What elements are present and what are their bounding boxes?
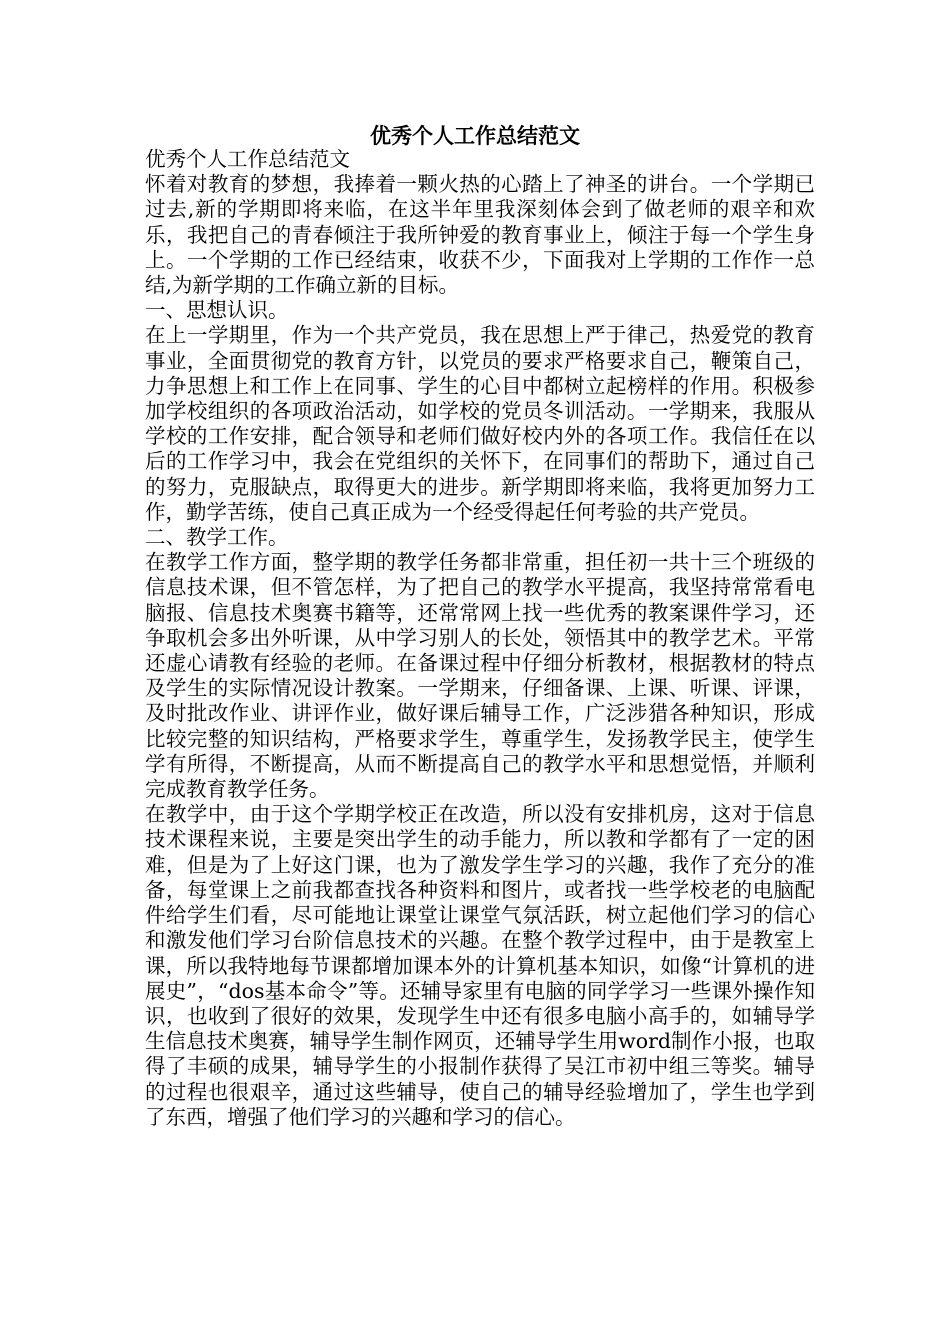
ideology-paragraph: 在上一学期里，作为一个共产党员，我在思想上严于律己，热爱党的教育事业，全面贯彻党的教育方针，以党员的要求严格要求自己，鞭策自己，力争思想上和工作上在同事、学生的心目中都树立起榜样的作用。积极参加学校组织的各项政治活动，如学校的党员冬训活动。一学期来，我服从学校的工作安排，配合领导和老师们做好校内外的各项工作。我信任在以后的工作学习中，我会在党组织的关怀下，在同事们的帮助下，通过自己的努力，克服缺点，取得更大的进步。新学期即将来临，我将更加努力工作，勤学苦练，使自己真正成为一个经受得起任何考验的共产党员。 [145,323,815,524]
teaching-paragraph-1: 在教学工作方面，整学期的教学任务都非常重，担任初一共十三个班级的信息技术课，但不管怎样，为了把自己的教学水平提高，我坚持常常看电脑报、信息技术奥赛书籍等，还常常网上找一些优秀的教案课件学习，还争取机会多出外听课，从中学习别人的长处，领悟其中的教学艺术。平常还虚心请教有经验的老师。在备课过程中仔细分析教材，根据教材的特点及学生的实际情况设计教案。一学期来，仔细备课、上课、听课、评课，及时批改作业、讲评作业，做好课后辅导工作，广泛涉猎各种知识，形成比较完整的知识结构，严格要求学生，尊重学生，发扬教学民主，使学生学有所得，不断提高，从而不断提高自己的教学水平和思想觉悟，并顺利完成教育教学任务。 [145,550,815,802]
subtitle-paragraph: 优秀个人工作总结范文 [145,147,350,171]
section-heading-teaching: 二、教学工作。 [145,525,289,550]
intro-paragraph: 怀着对教育的梦想，我捧着一颗火热的心踏上了神圣的讲台。一个学期已过去,新的学期即将来临，在这半年里我深刻体会到了做老师的艰辛和欢乐，我把自己的青春倾注于我所钟爱的教育事业上，倾注于每一个学生身上。一个学期的工作已经结束，收获不少，下面我对上学期的工作作一总结,为新学期的工作确立新的目标。 [145,172,815,298]
document-body [145,147,815,1130]
teaching-paragraph-2: 在教学中，由于这个学期学校正在改造，所以没有安排机房，这对于信息技术课程来说，主要是突出学生的动手能力，所以教和学都有了一定的困难，但是为了上好这门课，也为了激发学生学习的兴趣，我作了充分的准备，每堂课上之前我都查找各种资料和图片，或者找一些学校老的电脑配件给学生们看，尽可能地让课堂让课堂气氛活跃，树立起他们学习的信心和激发他们学习台阶信息技术的兴趣。在整个教学过程中，由于是教室上课，所以我特地每节课都增加课本外的计算机基本知识，如像“计算机的进展史”，“dos基本命令”等。还辅导家里有电脑的同学学习一些课外操作知识，也收到了很好的效果，发现学生中还有很多电脑小高手的，如辅导学生信息技术奥赛，辅导学生制作网页，还辅导学生用word制作小报，也取得了丰硕的成果，辅导学生的小报制作获得了吴江市初中组三等奖。辅导的过程也很艰辛，通过这些辅导，使自己的辅导经验增加了，学生也学到了东西，增强了他们学习的兴趣和学习的信心。 [145,802,815,1129]
section-heading-ideology: 一、思想认识。 [145,298,289,323]
document-title: 优秀个人工作总结范文 [370,123,580,148]
